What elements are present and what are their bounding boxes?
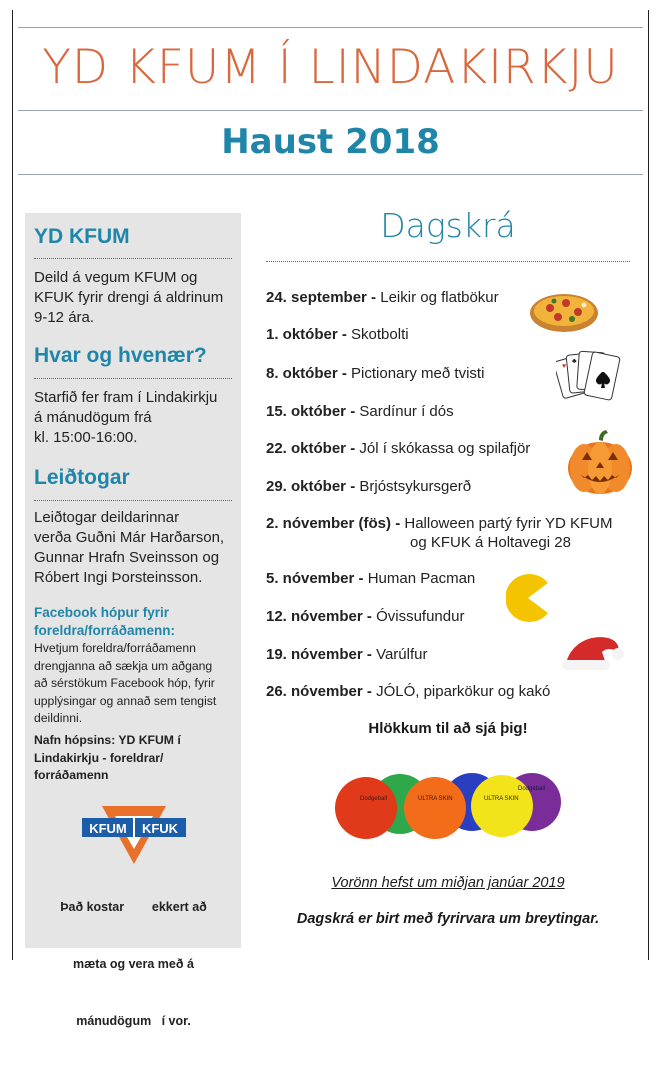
- text-line: kl. 15:00-16:00.: [34, 429, 138, 446]
- text-line: drengjanna að sækja um aðgang: [34, 658, 213, 673]
- event-text: Jól í skókassa og spilafjör: [359, 440, 531, 457]
- ball-label: ULTRA SKIN: [484, 796, 519, 802]
- divider: [34, 500, 232, 501]
- schedule-item: [266, 515, 613, 532]
- event-date: 8. október: [266, 365, 338, 382]
- text-line: Facebook hópur fyrir: [34, 605, 170, 620]
- schedule-item: [266, 365, 484, 382]
- text-line: mæta og vera með á: [73, 957, 194, 971]
- event-separator: -: [337, 365, 352, 382]
- schedule-item: [266, 608, 464, 625]
- event-text: Human Pacman: [367, 570, 476, 587]
- event-date: 19. nóvember: [266, 646, 363, 663]
- ball-label: Dodgeball: [360, 796, 388, 802]
- event-date: 12. nóvember: [266, 608, 363, 625]
- text-line: 9-12 ára.: [34, 309, 95, 326]
- event-date: 1. október: [266, 326, 338, 343]
- divider: [34, 258, 232, 259]
- event-text: Sardínur í dós: [359, 403, 454, 420]
- text-line: Nafn hópsins: YD KFUM í: [34, 733, 181, 747]
- event-text: Óvissufundur: [376, 608, 465, 625]
- schedule-divider: [266, 261, 630, 262]
- event-text: Pictionary með tvisti: [351, 365, 485, 382]
- section-heading-leaders: Leiðtogar: [34, 466, 130, 489]
- event-separator: -: [346, 478, 360, 495]
- text-line: að sérstökum Facebook hóp, fyrir: [34, 676, 215, 690]
- welcome-message: Hlökkum til að sjá þig!: [368, 720, 528, 737]
- pumpkin-icon: [566, 430, 634, 496]
- schedule-item: [266, 683, 550, 700]
- right-edge-line: [648, 10, 649, 960]
- event-text: Varúlfur: [376, 646, 428, 663]
- ball-label: ULTRA SKIN: [418, 796, 453, 802]
- event-text: Brjóstsykursgerð: [359, 478, 472, 495]
- facebook-group-name: [34, 732, 239, 785]
- event-separator: -: [362, 608, 377, 625]
- logo-right-text: KFUK: [141, 821, 179, 836]
- page-title: YD KFUM Í LINDAKIRKJU: [42, 40, 619, 95]
- header-rule-bottom: [18, 174, 643, 175]
- schedule-item: [266, 646, 427, 663]
- playing-cards-icon: [556, 348, 624, 410]
- event-separator: -: [346, 440, 360, 457]
- schedule-item: [266, 440, 530, 457]
- schedule-item: [266, 570, 475, 587]
- text-line: Lindakirkju - foreldrar/: [34, 750, 164, 765]
- event-text-continued: og KFUK á Holtavegi 28: [410, 534, 571, 551]
- event-text: JÓLÓ, piparkökur og kakó: [376, 683, 551, 700]
- text-line: Gunnar Hrafn Sveinsson og: [34, 549, 220, 566]
- section-text-where-when: [34, 388, 239, 448]
- event-date: 22. október: [266, 440, 347, 457]
- left-edge-line: [12, 10, 13, 960]
- text-line: Róbert Ingi Þorsteinsson.: [34, 569, 203, 586]
- event-date: 5. nóvember: [266, 570, 355, 587]
- event-text: Skotbolti: [351, 326, 409, 343]
- facebook-group-heading: [34, 604, 234, 640]
- event-separator: -: [346, 403, 360, 420]
- event-date: 15. október: [266, 403, 347, 420]
- event-separator: -: [362, 646, 377, 663]
- card-pip: ♣: [572, 358, 577, 365]
- schedule-item: [266, 403, 454, 420]
- text-line: upplýsingar og annað sem tengist: [34, 693, 217, 708]
- text-line: mánudögum í vor.: [76, 1014, 191, 1028]
- santa-hat-icon: [560, 632, 626, 672]
- event-text: Leikir og flatbökur: [380, 289, 499, 306]
- text-line: KFUK fyrir drengi á aldrinum: [34, 289, 224, 306]
- schedule-item: [266, 289, 499, 306]
- section-text-leaders: [34, 508, 239, 588]
- kfum-kfuk-logo: [82, 806, 186, 866]
- text-line: deildinni.: [34, 711, 83, 725]
- ball-label: Dodgeball: [518, 786, 546, 792]
- text-line: Starfið fer fram í Lindakirkju: [34, 389, 218, 406]
- text-line: verða Guðni Már Harðarson,: [34, 529, 225, 546]
- facebook-group-text: [34, 640, 239, 728]
- header-rule-middle: [18, 110, 643, 111]
- event-date: 2. nóvember (fös): [266, 515, 392, 532]
- section-heading-yd-kfum: YD KFUM: [34, 225, 130, 248]
- section-heading-where-when: Hvar og hvenær?: [34, 344, 207, 367]
- pizza-icon: [528, 288, 600, 334]
- pacman-icon: [506, 571, 550, 625]
- event-date: 26. nóvember: [266, 683, 363, 700]
- section-text-yd-kfum: [34, 268, 239, 328]
- header-rule-top: [18, 27, 643, 28]
- info-sidebar: [25, 213, 241, 1028]
- text-line: Hvetjum foreldra/forráðamenn: [34, 641, 196, 655]
- event-separator: -: [362, 683, 377, 700]
- dodgeballs-icon: [334, 772, 566, 840]
- text-line: Það kostar ekkert að: [60, 900, 207, 914]
- event-text: Halloween partý fyrir YD KFUM: [404, 515, 613, 532]
- card-pip: ♥: [562, 363, 567, 370]
- cost-note: [31, 860, 236, 1069]
- text-line: Leiðtogar deildarinnar: [34, 509, 180, 526]
- event-date: 29. október: [266, 478, 347, 495]
- event-separator: -: [366, 289, 381, 306]
- schedule-heading: Dagskrá: [380, 206, 516, 245]
- divider: [34, 378, 232, 379]
- page-subtitle: Haust 2018: [221, 122, 440, 162]
- event-separator: -: [337, 326, 352, 343]
- event-separator: -: [391, 515, 405, 532]
- text-line: foreldra/forráðamenn:: [34, 623, 176, 638]
- text-line: Deild á vegum KFUM og: [34, 269, 198, 286]
- disclaimer: Dagskrá er birt með fyrirvara um breytingar.: [296, 911, 600, 927]
- schedule-item: [266, 478, 471, 495]
- event-separator: -: [354, 570, 368, 587]
- event-date: 24. september: [266, 289, 367, 306]
- logo-left-text: KFUM: [89, 821, 127, 836]
- text-line: forráðamenn: [34, 768, 109, 782]
- text-line: á mánudögum frá: [34, 409, 152, 426]
- spring-term-note: Vorönn hefst um miðjan janúar 2019: [331, 875, 565, 891]
- schedule-item: [266, 326, 409, 343]
